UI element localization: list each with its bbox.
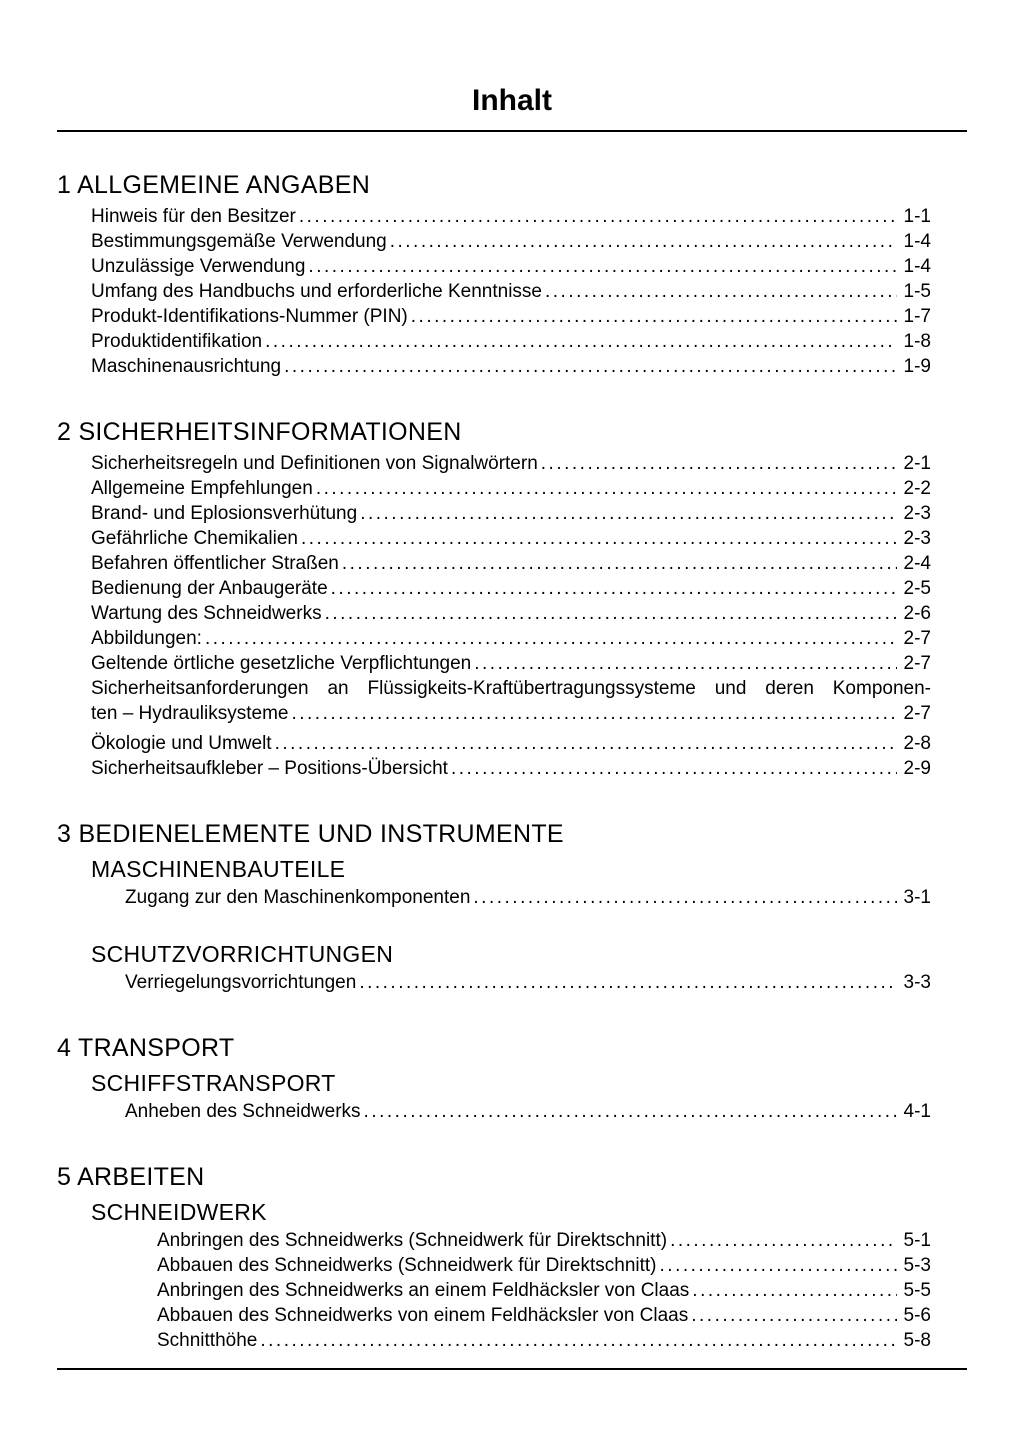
entry-label: Brand- und Eplosionsverhütung <box>91 503 358 524</box>
entry-label: ten – Hydrauliksysteme <box>91 703 289 724</box>
entry-label: Abbildungen: <box>91 628 202 649</box>
toc-entry <box>125 1099 931 1124</box>
leader-dots <box>275 731 897 756</box>
entry-page-number: 2-7 <box>903 653 931 674</box>
toc-entry <box>91 254 931 279</box>
entry-page-number: 5-8 <box>903 1330 931 1351</box>
leader-dots <box>474 651 896 676</box>
entry-page-number: 5-5 <box>903 1280 931 1301</box>
leader-dots <box>299 204 897 229</box>
entry-page-number: 5-3 <box>903 1255 931 1276</box>
section-allgemeine-angaben <box>57 170 967 379</box>
toc-entry <box>91 476 931 501</box>
entry-label: Schnitthöhe <box>157 1330 258 1351</box>
entry-page-number: 2-8 <box>903 733 931 754</box>
entry-label: Bedienung der Anbaugeräte <box>91 578 328 599</box>
entry-page-number: 5-6 <box>903 1305 931 1326</box>
entry-page-number: 1-4 <box>903 231 931 252</box>
leader-dots <box>308 254 896 279</box>
bottom-divider <box>57 1368 967 1370</box>
leader-dots <box>260 1328 896 1353</box>
entry-page-number: 2-1 <box>903 453 931 474</box>
leader-dots <box>360 501 896 526</box>
toc-entry <box>157 1253 931 1278</box>
section-heading: 4 TRANSPORT <box>57 1034 235 1062</box>
toc-entry <box>91 501 931 526</box>
entry-page-number: 1-1 <box>903 206 931 227</box>
toc-entry <box>91 329 931 354</box>
toc-entry <box>91 756 931 781</box>
subsection-maschinenbauteile <box>91 855 967 910</box>
leader-dots <box>291 701 896 726</box>
entry-page-number: 1-7 <box>903 306 931 327</box>
leader-dots <box>670 1228 896 1253</box>
subsection-schneidwerk <box>91 1198 967 1353</box>
toc-entry <box>91 601 931 626</box>
leader-dots <box>691 1303 896 1328</box>
entry-label: Befahren öffentlicher Straßen <box>91 553 339 574</box>
entry-list <box>157 1228 931 1353</box>
section-heading: 3 BEDIENELEMENTE UND INSTRUMENTE <box>57 820 564 848</box>
subsection-heading: MASCHINENBAUTEILE <box>91 856 346 882</box>
leader-dots <box>284 354 896 379</box>
leader-dots <box>359 970 896 995</box>
section-arbeiten <box>57 1162 967 1353</box>
section-sicherheitsinformationen <box>57 417 967 781</box>
section-heading: 5 ARBEITEN <box>57 1163 205 1191</box>
entry-label: Sicherheitsaufkleber – Positions-Übersicht <box>91 758 448 779</box>
toc-entry-multiline <box>91 676 931 726</box>
toc-entry <box>91 354 931 379</box>
leader-dots <box>364 1099 897 1124</box>
entry-label: Anbringen des Schneidwerks (Schneidwerk für Direktschnitt) <box>157 1230 668 1251</box>
entry-page-number: 2-3 <box>903 503 931 524</box>
leader-dots <box>390 229 897 254</box>
entry-label: Gefährliche Chemikalien <box>91 528 298 549</box>
entry-label: Abbauen des Schneidwerks von einem Feldhäcksler von Claas <box>157 1305 689 1326</box>
entry-page-number: 2-6 <box>903 603 931 624</box>
entry-label: Anbringen des Schneidwerks an einem Feldhäcksler von Claas <box>157 1280 690 1301</box>
entry-page-number: 1-8 <box>903 331 931 352</box>
toc-entry <box>91 626 931 651</box>
entry-page-number: 2-2 <box>903 478 931 499</box>
entry-label: Produkt-Identifikations-Nummer (PIN) <box>91 306 408 327</box>
entry-page-number: 2-5 <box>903 578 931 599</box>
section-transport <box>57 1033 967 1124</box>
entry-label: Hinweis für den Besitzer <box>91 206 296 227</box>
entry-page-number: 2-9 <box>903 758 931 779</box>
entry-label: Geltende örtliche gesetzliche Verpflichtungen <box>91 653 472 674</box>
leader-dots <box>331 576 897 601</box>
entry-page-number: 1-9 <box>903 356 931 377</box>
entry-label: Anheben des Schneidwerks <box>125 1101 361 1122</box>
toc-entry <box>91 229 931 254</box>
leader-dots <box>660 1253 897 1278</box>
leader-dots <box>692 1278 896 1303</box>
entry-label: Bestimmungsgemäße Verwendung <box>91 231 387 252</box>
leader-dots <box>342 551 897 576</box>
entry-label: Verriegelungsvorrichtungen <box>125 972 357 993</box>
leader-dots <box>473 885 896 910</box>
entry-label-line1: Sicherheitsanforderungen an Flüssigkeits-Kraftübertragungssysteme und deren Komponen- <box>91 678 931 699</box>
toc-entry <box>157 1278 931 1303</box>
page-title: Inhalt <box>472 84 552 117</box>
leader-dots <box>301 526 897 551</box>
toc-entry <box>91 204 931 229</box>
leader-dots <box>411 304 897 329</box>
leader-dots <box>545 279 897 304</box>
entry-page-number: 4-1 <box>903 1101 931 1122</box>
subsection-schiffstransport <box>91 1069 967 1124</box>
toc-entry <box>91 304 931 329</box>
subsection-heading: SCHNEIDWERK <box>91 1199 267 1225</box>
toc-entry <box>91 451 931 476</box>
entry-label: Ökologie und Umwelt <box>91 733 272 754</box>
entry-label: Wartung des Schneidwerks <box>91 603 322 624</box>
entry-list <box>125 1099 931 1124</box>
entry-label: Allgemeine Empfehlungen <box>91 478 313 499</box>
entry-page-number: 5-1 <box>903 1230 931 1251</box>
leader-dots <box>316 476 897 501</box>
subsection-schutzvorrichtungen <box>91 940 967 995</box>
entry-page-number: 1-5 <box>903 281 931 302</box>
toc-entry <box>91 279 931 304</box>
toc-entry <box>157 1328 931 1353</box>
toc-entry <box>91 551 931 576</box>
toc-entry <box>125 970 931 995</box>
entry-list <box>125 970 931 995</box>
section-bedienelemente <box>57 819 967 995</box>
toc-entry <box>157 1303 931 1328</box>
toc-entry <box>157 1228 931 1253</box>
entry-list <box>91 204 931 379</box>
toc-entry <box>91 701 931 726</box>
entry-label: Umfang des Handbuchs und erforderliche Kenntnisse <box>91 281 542 302</box>
entry-page-number: 2-4 <box>903 553 931 574</box>
subsection-heading: SCHIFFSTRANSPORT <box>91 1070 336 1096</box>
entry-page-number: 2-7 <box>903 703 931 724</box>
section-heading: 2 SICHERHEITSINFORMATIONEN <box>57 418 462 446</box>
section-heading: 1 ALLGEMEINE ANGABEN <box>57 171 371 199</box>
entry-label: Produktidentifikation <box>91 331 263 352</box>
leader-dots <box>265 329 896 354</box>
entry-label: Abbauen des Schneidwerks (Schneidwerk für Direktschnitt) <box>157 1255 657 1276</box>
entry-page-number: 2-7 <box>903 628 931 649</box>
toc-entry <box>91 651 931 676</box>
subsection-heading: SCHUTZVORRICHTUNGEN <box>91 941 394 967</box>
entry-label: Unzulässige Verwendung <box>91 256 306 277</box>
entry-page-number: 2-3 <box>903 528 931 549</box>
entry-label: Maschinenausrichtung <box>91 356 282 377</box>
entry-page-number: 3-1 <box>903 887 931 908</box>
toc-entry <box>91 576 931 601</box>
entry-page-number: 1-4 <box>903 256 931 277</box>
entry-page-number: 3-3 <box>903 972 931 993</box>
leader-dots <box>205 626 897 651</box>
toc-entry <box>91 526 931 551</box>
top-divider <box>57 130 967 132</box>
entry-list <box>125 885 931 910</box>
toc-entry <box>125 885 931 910</box>
toc-entry <box>91 731 931 756</box>
entry-label: Zugang zur den Maschinenkomponenten <box>125 887 471 908</box>
entry-list <box>91 451 931 781</box>
entry-label: Sicherheitsregeln und Definitionen von Signalwörtern <box>91 453 538 474</box>
leader-dots <box>451 756 897 781</box>
leader-dots <box>541 451 897 476</box>
leader-dots <box>325 601 897 626</box>
